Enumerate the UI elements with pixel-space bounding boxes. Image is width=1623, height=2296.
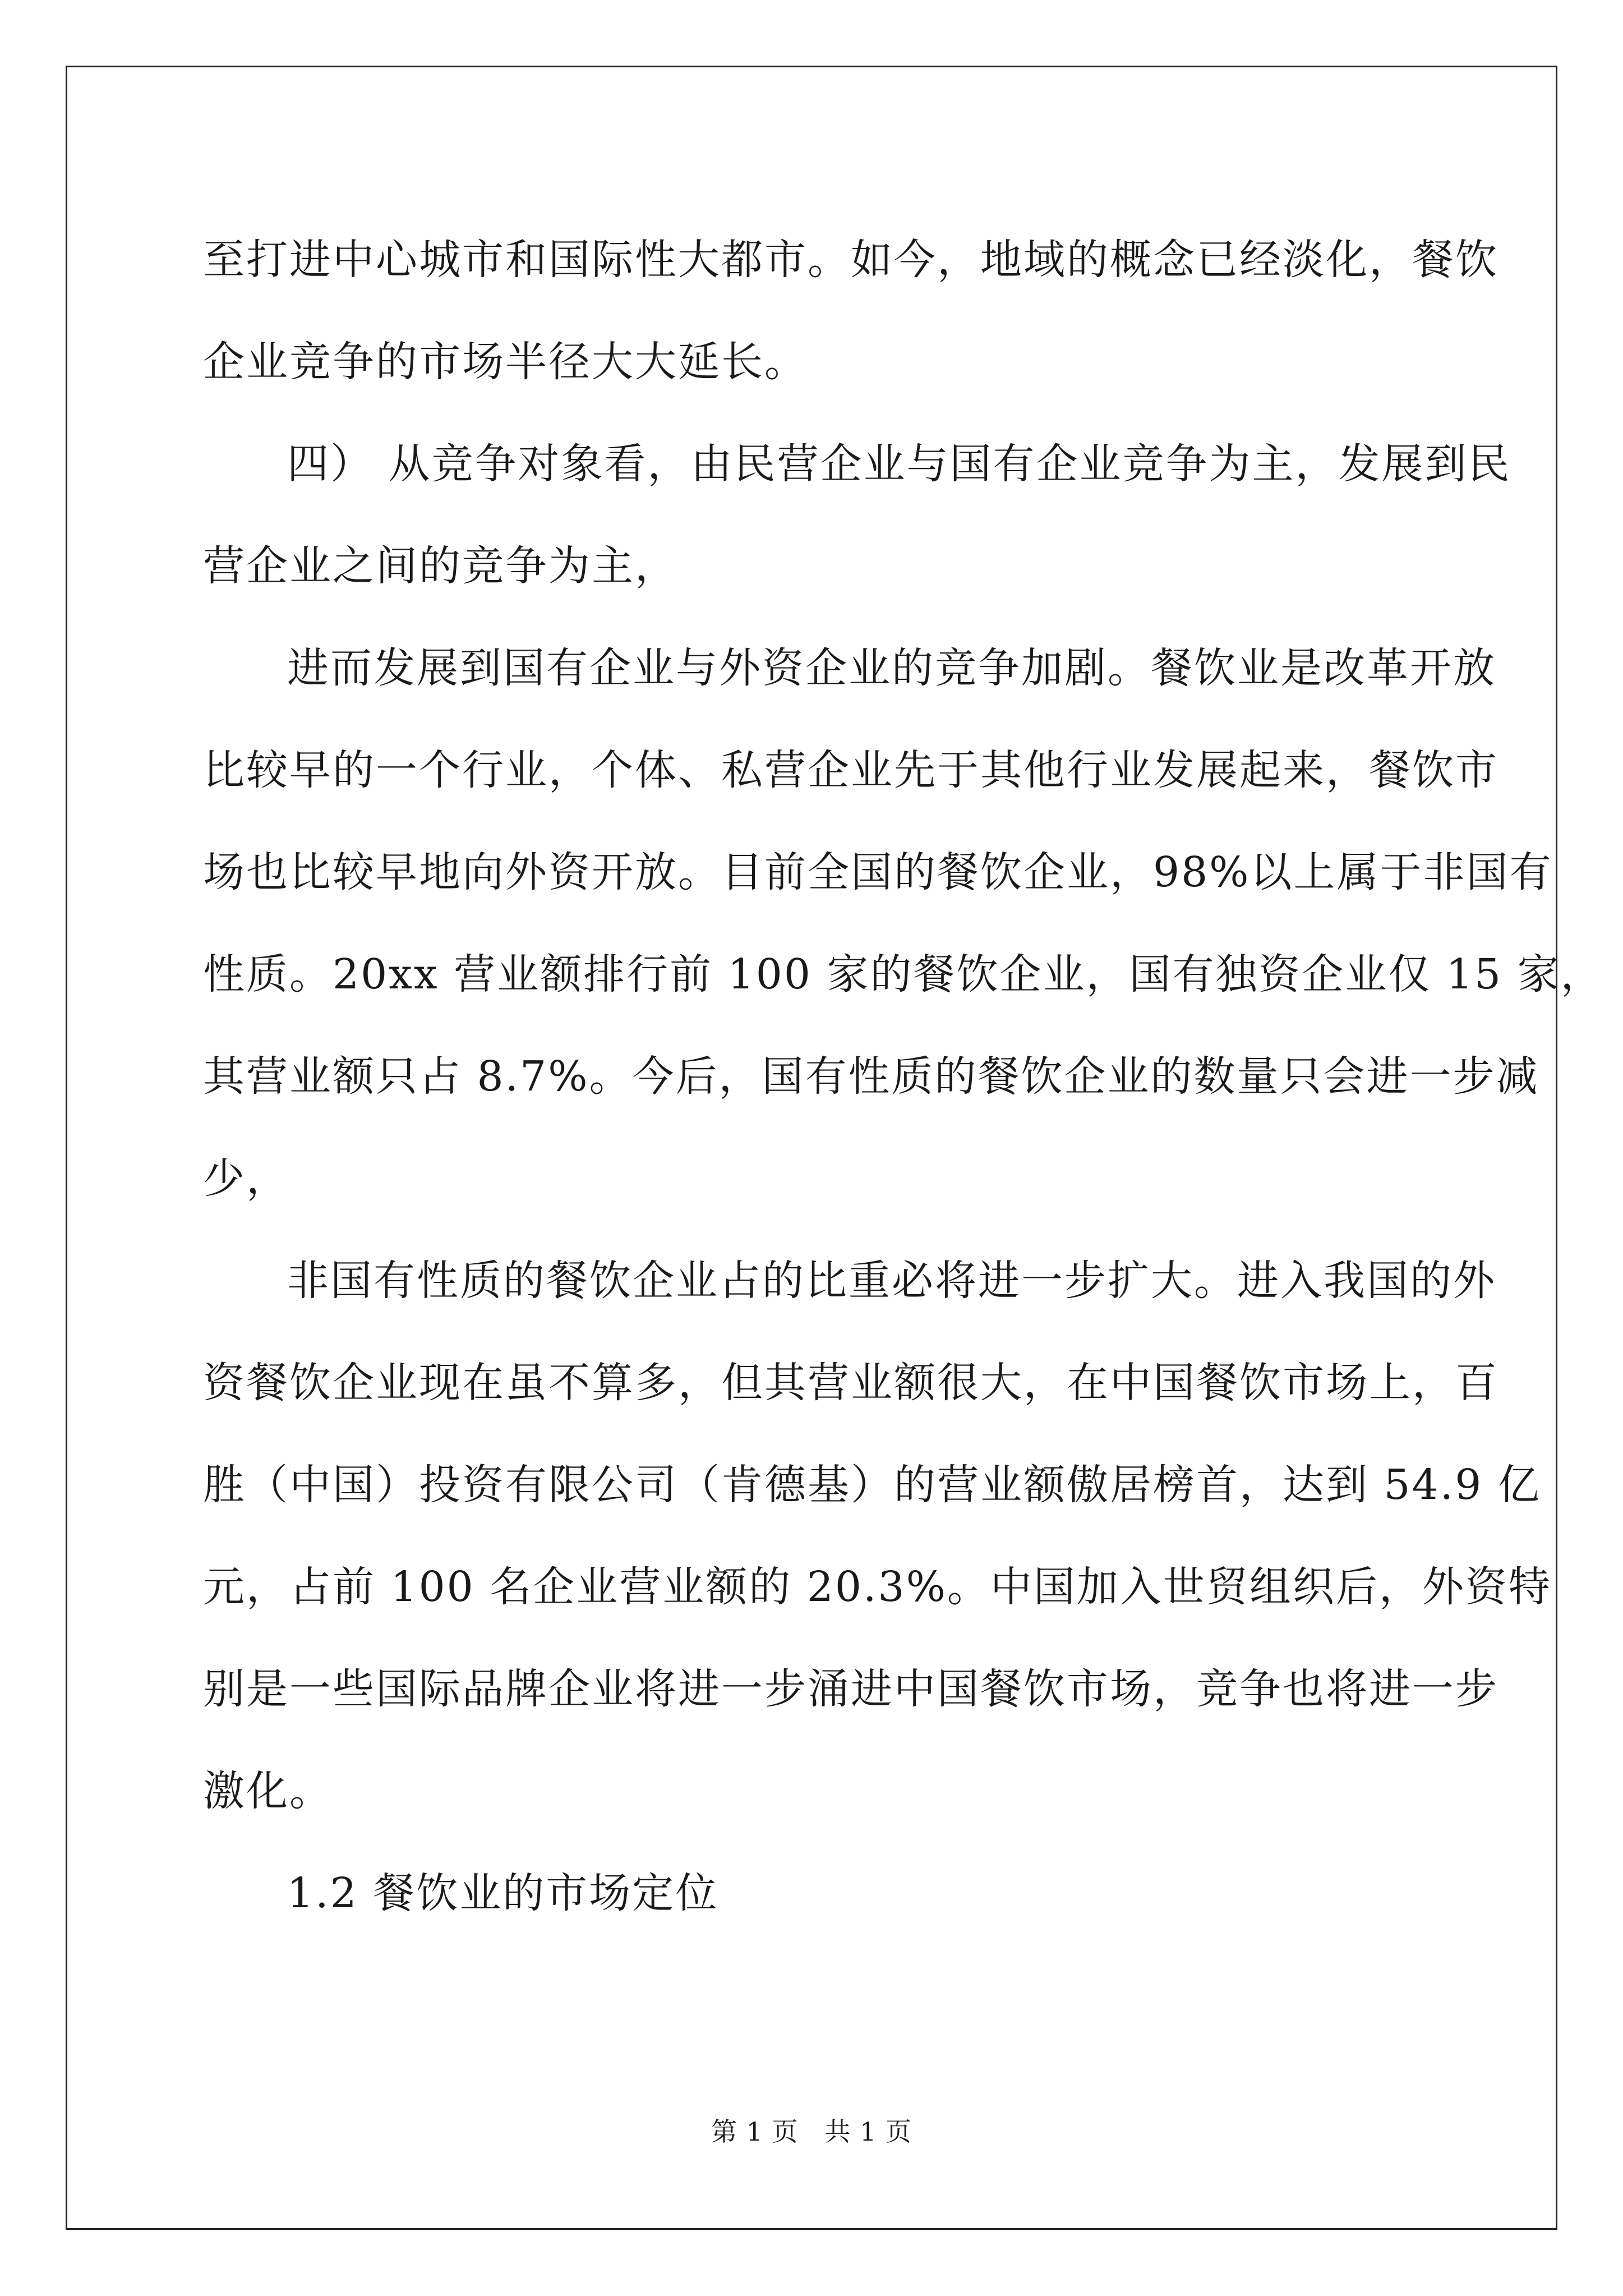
- text-line: 企业竞争的市场半径大大延长。: [203, 338, 808, 386]
- text-line: 别是一些国际品牌企业将进一步涌进中国餐饮市场，竞争也将进一步: [203, 1665, 1498, 1713]
- text-line: 胜（中国）投资有限公司（肯德基）的营业额傲居榜首，达到 54.9 亿: [203, 1461, 1541, 1509]
- text-line: 四） 从竞争对象看，由民营企业与国有企业竞争为主，发展到民: [287, 440, 1511, 488]
- page-footer: 第 1 页 共 1 页: [711, 2116, 912, 2147]
- text-line: 元，占前 100 名企业营业额的 20.3%。中国加入世贸组织后，外资特: [203, 1563, 1552, 1611]
- text-line: 进而发展到国有企业与外资企业的竞争加剧。餐饮业是改革开放: [287, 644, 1496, 692]
- text-line: 少，: [203, 1154, 289, 1203]
- document-body: [203, 209, 1604, 1944]
- text-line: 其营业额只占 8.7%。今后，国有性质的餐饮企业的数量只会进一步减: [203, 1052, 1539, 1101]
- text-line: 非国有性质的餐饮企业占的比重必将进一步扩大。进入我国的外: [287, 1257, 1496, 1305]
- text-line: 性质。20xx 营业额排行前 100 家的餐饮企业，国有独资企业仅 15 家，: [203, 950, 1604, 999]
- text-line: 营企业之间的竞争为主，: [203, 542, 678, 590]
- text-line: 场也比较早地向外资开放。目前全国的餐饮企业，98%以上属于非国有: [203, 848, 1553, 896]
- text-line: 激化。: [203, 1767, 333, 1815]
- text-line: 至打进中心城市和国际性大都市。如今，地域的概念已经淡化，餐饮: [203, 236, 1498, 284]
- section-heading: 1.2 餐饮业的市场定位: [287, 1869, 719, 1917]
- text-line: 资餐饮企业现在虽不算多，但其营业额很大，在中国餐饮市场上，百: [203, 1359, 1498, 1407]
- text-line: 比较早的一个行业，个体、私营企业先于其他行业发展起来，餐饮市: [203, 746, 1498, 794]
